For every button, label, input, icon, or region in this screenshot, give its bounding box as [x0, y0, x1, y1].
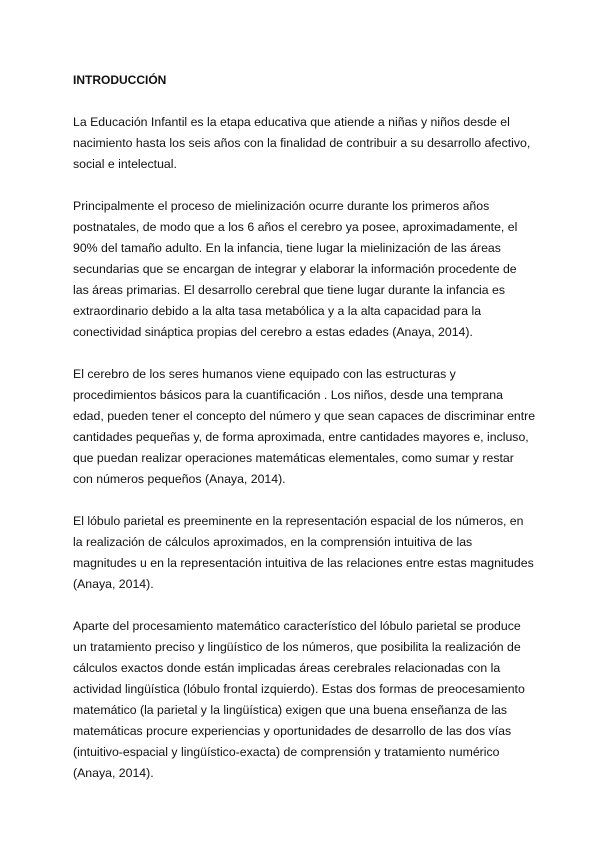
paragraph-5 [73, 616, 533, 784]
text-line: edad, pueden tener el concepto del número y que sean capaces de discriminar entre [73, 409, 536, 423]
text-line: que puedan realizar operaciones matemáticas elementales, como sumar y restar [73, 451, 514, 465]
text-line: social e intelectual. [73, 157, 177, 171]
text-line: cantidades pequeñas y, de forma aproximada, entre cantidades mayores e, incluso, [73, 430, 529, 444]
text-line: nacimiento hasta los seis años con la finalidad de contribuir a su desarrollo afectivo, [73, 136, 531, 150]
text-line: 90% del tamaño adulto. En la infancia, tiene lugar la mielinización de las áreas [73, 241, 501, 255]
text-line: Aparte del procesamiento matemático característico del lóbulo parietal se produce [73, 619, 521, 633]
paragraph-4 [73, 511, 533, 595]
text-line: matemáticas procure experiencias y oportunidades de desarrollo de las dos vías [73, 724, 512, 738]
section-heading: INTRODUCCIÓN [73, 73, 167, 87]
text-line: extraordinario debido a la alta tasa metabólica y a la alta capacidad para la [73, 304, 482, 318]
text-line: (Anaya, 2014). [73, 766, 154, 780]
paragraph-2 [73, 196, 533, 343]
text-line: actividad lingüística (lóbulo frontal izquierdo). Estas dos formas de preocesamiento [73, 682, 525, 696]
text-line: Principalmente el proceso de mielinización ocurre durante los primeros años [73, 199, 490, 213]
text-line: cálculos exactos donde están implicadas áreas cerebrales relacionadas con la [73, 661, 501, 675]
text-line: secundarias que se encargan de integrar y elaborar la información procedente de [73, 262, 517, 276]
text-line: un tratamiento preciso y lingüístico de los números, que posibilita la realización de [73, 640, 521, 654]
text-line: postnatales, de modo que a los 6 años el cerebro ya posee, aproximadamente, el [73, 220, 518, 234]
text-line: (Anaya, 2014). [73, 577, 154, 591]
text-line: La Educación Infantil es la etapa educativa que atiende a niñas y niños desde el [73, 115, 510, 129]
paragraph-3 [73, 364, 536, 490]
text-line: conectividad sináptica propias del cerebro a estas edades (Anaya, 2014). [73, 325, 473, 339]
paragraph-1 [73, 112, 533, 175]
document-page [73, 70, 536, 805]
text-line: la realización de cálculos aproximados, en la comprensión intuitiva de las [73, 535, 473, 549]
text-line: procedimientos básicos para la cuantificación . Los niños, desde una temprana [73, 388, 503, 402]
text-line: El lóbulo parietal es preeminente en la representación espacial de los números, en [73, 514, 524, 528]
text-line: El cerebro de los seres humanos viene equipado con las estructuras y [73, 367, 456, 381]
text-line: con números pequeños (Anaya, 2014). [73, 472, 286, 486]
text-line: matemático (la parietal y la lingüística) exigen que una buena enseñanza de las [73, 703, 508, 717]
text-line: (intuitivo-espacial y lingüístico-exacta) de comprensión y tratamiento numérico [73, 745, 500, 759]
text-line: las áreas primarias. El desarrollo cerebral que tiene lugar durante la infancia es [73, 283, 505, 297]
text-line: magnitudes u en la representación intuitiva de las relaciones entre estas magnitudes [73, 556, 534, 570]
